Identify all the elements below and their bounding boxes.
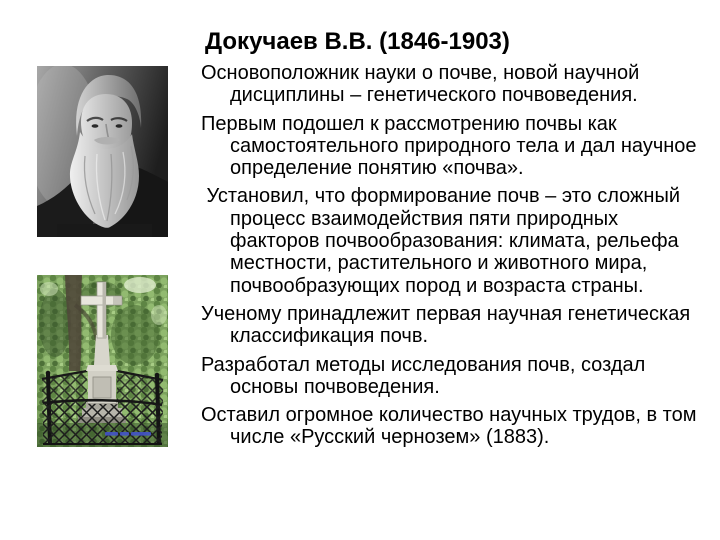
text-block xyxy=(201,29,717,455)
paragraph-line: самостоятельного природного тела и дал научное xyxy=(230,134,697,157)
paragraph xyxy=(201,404,717,449)
paragraph xyxy=(201,185,717,296)
paragraph-line: Основоположник науки о почве, новой научной xyxy=(201,62,640,84)
slide-title: Докучаев В.В. (1846-1903) xyxy=(205,28,510,55)
monument-plaque xyxy=(93,377,111,398)
paragraph xyxy=(201,303,717,348)
paragraph-line: Первым подошел к рассмотрению почвы как xyxy=(201,112,617,135)
paragraph-line: факторов почвообразования: климата, рельефа xyxy=(230,230,679,253)
paragraph-line: процесс взаимодействия пяти природных xyxy=(230,207,619,230)
paragraph-line: классификация почв. xyxy=(230,325,429,348)
monument-photo xyxy=(37,275,168,447)
portrait-photo-graphic xyxy=(37,66,168,237)
paragraph-line: Разработал методы исследования почв, создал xyxy=(201,353,646,376)
paragraph-line: местности, растительного и животного мира, xyxy=(230,252,648,275)
paragraph xyxy=(201,62,717,107)
paragraph-line: основы почвоведения. xyxy=(230,375,440,398)
paragraph-line: Ученому принадлежит первая научная генетическая xyxy=(201,302,691,325)
paragraph-line: почвообразующих пород и возраста страны. xyxy=(230,274,644,297)
paragraph-line: Установил, что формирование почв – это сложный xyxy=(201,185,680,208)
paragraph-line: Оставил огромное количество научных трудов, в том xyxy=(201,404,697,427)
monument-watermark xyxy=(105,432,151,436)
paragraph xyxy=(201,113,717,180)
paragraph-line: дисциплины – генетического почвоведения. xyxy=(230,84,638,107)
portrait-photo xyxy=(37,66,168,237)
paragraph-list xyxy=(201,62,717,449)
monument-photo-graphic xyxy=(37,275,168,447)
portrait-eye-right xyxy=(116,124,123,128)
paragraph xyxy=(201,354,717,399)
paragraph-line: числе «Русский чернозем» (1883). xyxy=(230,426,550,449)
portrait-eye-left xyxy=(92,124,99,128)
paragraph-line: определение понятию «почва». xyxy=(230,157,524,180)
